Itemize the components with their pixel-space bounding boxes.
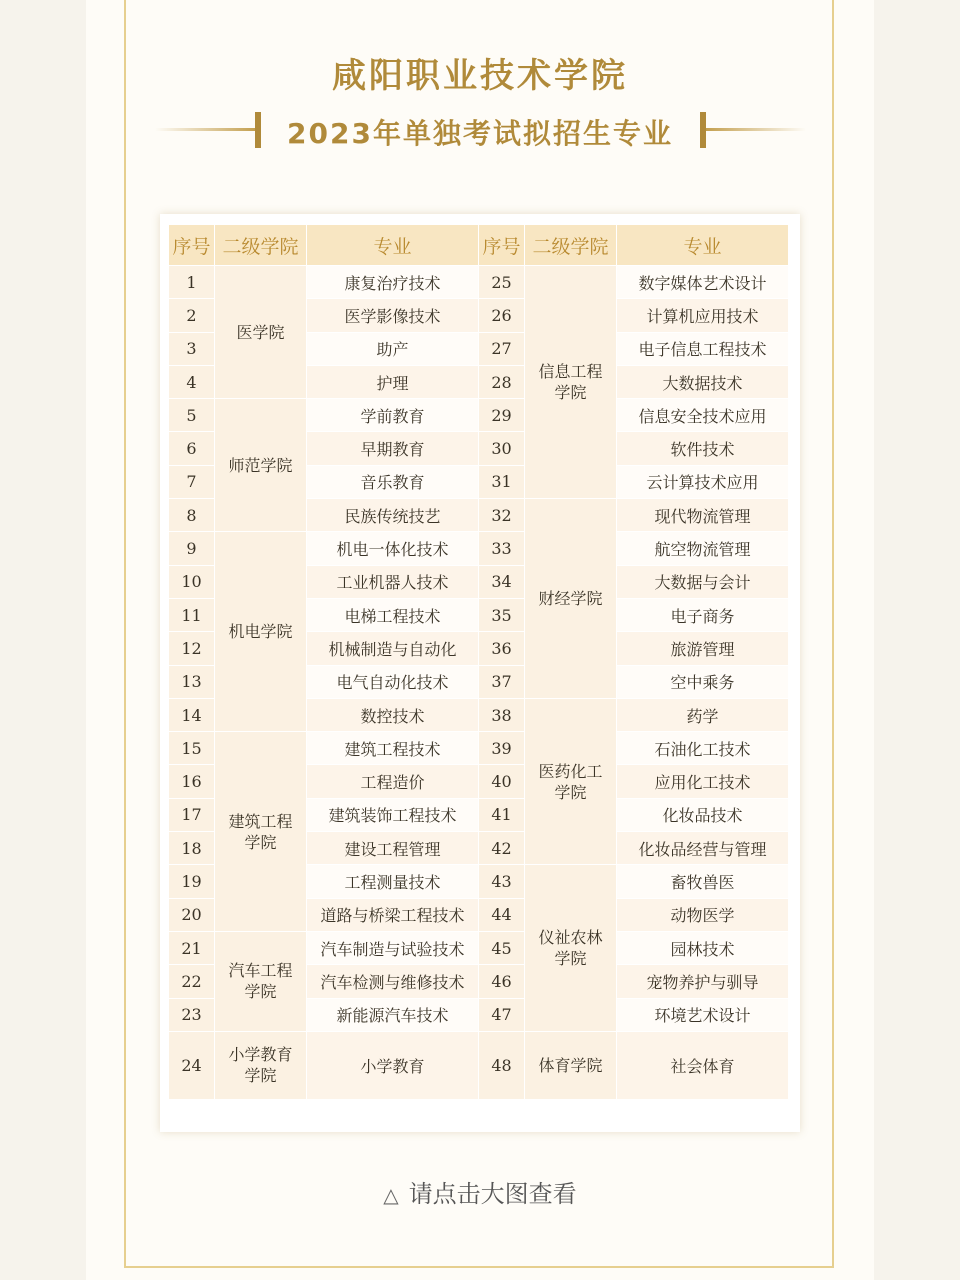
dept-line-1: 小学教育 xyxy=(228,1045,293,1065)
row-number-right: 48 xyxy=(479,1031,525,1099)
row-number-left: 4 xyxy=(169,365,215,398)
row-number-right: 41 xyxy=(479,798,525,831)
major-cell-left: 机械制造与自动化 xyxy=(307,632,479,665)
major-cell-left: 早期教育 xyxy=(307,432,479,465)
row-number-left: 15 xyxy=(169,732,215,765)
footer-text: 请点击大图查看 xyxy=(408,1180,577,1208)
dept-line-1: 信息工程 xyxy=(538,362,603,382)
row-number-left: 21 xyxy=(169,931,215,964)
row-number-right: 37 xyxy=(479,665,525,698)
row-number-left: 24 xyxy=(169,1031,215,1099)
row-number-left: 20 xyxy=(169,898,215,931)
row-number-left: 16 xyxy=(169,765,215,798)
major-cell-left: 道路与桥梁工程技术 xyxy=(307,898,479,931)
row-number-right: 29 xyxy=(479,399,525,432)
header-no-left: 序号 xyxy=(169,225,215,266)
row-number-left: 13 xyxy=(169,665,215,698)
header-dept-right: 二级学院 xyxy=(525,225,617,266)
row-number-right: 25 xyxy=(479,266,525,299)
major-cell-left: 建设工程管理 xyxy=(307,832,479,865)
major-cell-left: 助产 xyxy=(307,332,479,365)
majors-table xyxy=(168,224,789,1100)
row-number-right: 28 xyxy=(479,365,525,398)
dept-cell-right xyxy=(525,266,617,499)
row-number-right: 33 xyxy=(479,532,525,565)
row-number-left: 9 xyxy=(169,532,215,565)
major-cell-right: 药学 xyxy=(617,698,789,731)
major-cell-right: 电子信息工程技术 xyxy=(617,332,789,365)
major-cell-right: 应用化工技术 xyxy=(617,765,789,798)
row-number-left: 14 xyxy=(169,698,215,731)
major-cell-right: 动物医学 xyxy=(617,898,789,931)
header-no-right: 序号 xyxy=(479,225,525,266)
header-dept-left: 二级学院 xyxy=(215,225,307,266)
major-cell-left: 工程测量技术 xyxy=(307,865,479,898)
major-cell-right: 园林技术 xyxy=(617,931,789,964)
row-number-left: 19 xyxy=(169,865,215,898)
row-number-left: 7 xyxy=(169,465,215,498)
table-header-row xyxy=(169,225,789,266)
view-full-image-hint[interactable] xyxy=(0,1174,960,1209)
row-number-left: 8 xyxy=(169,499,215,532)
dept-cell-right: 体育学院 xyxy=(525,1031,617,1099)
major-cell-left: 数控技术 xyxy=(307,698,479,731)
major-cell-right: 社会体育 xyxy=(617,1031,789,1099)
major-cell-right: 空中乘务 xyxy=(617,665,789,698)
dept-line-2: 学院 xyxy=(554,782,587,802)
table-row xyxy=(169,732,789,765)
decor-line-right xyxy=(706,128,806,131)
page-title: 咸阳职业技术学院 xyxy=(332,56,628,96)
table-row xyxy=(169,931,789,964)
row-number-right: 32 xyxy=(479,499,525,532)
dept-cell-left xyxy=(215,931,307,1031)
major-cell-left: 医学影像技术 xyxy=(307,299,479,332)
row-number-right: 39 xyxy=(479,732,525,765)
major-cell-right: 航空物流管理 xyxy=(617,532,789,565)
dept-line-1: 建筑工程 xyxy=(228,811,293,831)
dept-line-2: 学院 xyxy=(554,383,587,403)
table-row xyxy=(169,532,789,565)
major-cell-right: 旅游管理 xyxy=(617,632,789,665)
dept-line-2: 学院 xyxy=(554,949,587,969)
row-number-left: 2 xyxy=(169,299,215,332)
dept-cell-left: 机电学院 xyxy=(215,532,307,732)
major-cell-left: 音乐教育 xyxy=(307,465,479,498)
major-cell-left: 机电一体化技术 xyxy=(307,532,479,565)
dept-line-2: 学院 xyxy=(244,982,277,1002)
major-cell-left: 汽车制造与试验技术 xyxy=(307,931,479,964)
page-subtitle: 2023年单独考试拟招生专业 xyxy=(287,117,673,150)
table-row xyxy=(169,399,789,432)
major-cell-right: 信息安全技术应用 xyxy=(617,399,789,432)
row-number-right: 36 xyxy=(479,632,525,665)
row-number-right: 35 xyxy=(479,598,525,631)
major-cell-right: 大数据技术 xyxy=(617,365,789,398)
header-major-left: 专业 xyxy=(307,225,479,266)
major-cell-left: 工业机器人技术 xyxy=(307,565,479,598)
dept-line-2: 学院 xyxy=(244,1066,277,1086)
major-cell-right: 云计算技术应用 xyxy=(617,465,789,498)
major-cell-right: 石油化工技术 xyxy=(617,732,789,765)
row-number-right: 45 xyxy=(479,931,525,964)
row-number-right: 42 xyxy=(479,832,525,865)
row-number-left: 12 xyxy=(169,632,215,665)
dept-line-1: 仪祉农林 xyxy=(538,928,603,948)
major-cell-left: 康复治疗技术 xyxy=(307,266,479,299)
dept-cell-right xyxy=(525,865,617,1031)
header-major-right: 专业 xyxy=(617,225,789,266)
table-row xyxy=(169,1031,789,1099)
major-cell-left: 建筑工程技术 xyxy=(307,732,479,765)
table-row xyxy=(169,266,789,299)
major-cell-right: 环境艺术设计 xyxy=(617,998,789,1031)
major-cell-left: 新能源汽车技术 xyxy=(307,998,479,1031)
row-number-left: 23 xyxy=(169,998,215,1031)
row-number-right: 44 xyxy=(479,898,525,931)
dept-cell-left: 医学院 xyxy=(215,266,307,399)
row-number-right: 38 xyxy=(479,698,525,731)
dept-cell-right: 财经学院 xyxy=(525,499,617,699)
subtitle-row xyxy=(0,108,960,152)
row-number-right: 46 xyxy=(479,965,525,998)
major-cell-right: 软件技术 xyxy=(617,432,789,465)
major-cell-left: 小学教育 xyxy=(307,1031,479,1099)
major-cell-left: 汽车检测与维修技术 xyxy=(307,965,479,998)
major-cell-left: 护理 xyxy=(307,365,479,398)
major-cell-left: 建筑装饰工程技术 xyxy=(307,798,479,831)
row-number-right: 34 xyxy=(479,565,525,598)
dept-cell-left xyxy=(215,1031,307,1099)
dept-cell-left: 师范学院 xyxy=(215,399,307,532)
row-number-right: 43 xyxy=(479,865,525,898)
row-number-left: 1 xyxy=(169,266,215,299)
major-cell-right: 宠物养护与驯导 xyxy=(617,965,789,998)
row-number-right: 27 xyxy=(479,332,525,365)
major-cell-left: 电梯工程技术 xyxy=(307,598,479,631)
row-number-left: 5 xyxy=(169,399,215,432)
row-number-left: 3 xyxy=(169,332,215,365)
major-cell-right: 大数据与会计 xyxy=(617,565,789,598)
row-number-left: 22 xyxy=(169,965,215,998)
row-number-right: 47 xyxy=(479,998,525,1031)
major-cell-right: 化妆品经营与管理 xyxy=(617,832,789,865)
major-cell-right: 化妆品技术 xyxy=(617,798,789,831)
dept-cell-right xyxy=(525,698,617,864)
row-number-left: 6 xyxy=(169,432,215,465)
major-cell-right: 电子商务 xyxy=(617,598,789,631)
major-cell-right: 计算机应用技术 xyxy=(617,299,789,332)
row-number-right: 40 xyxy=(479,765,525,798)
major-cell-right: 数字媒体艺术设计 xyxy=(617,266,789,299)
dept-cell-left xyxy=(215,732,307,932)
major-cell-left: 工程造价 xyxy=(307,765,479,798)
dept-line-2: 学院 xyxy=(244,832,277,852)
row-number-left: 11 xyxy=(169,598,215,631)
major-cell-left: 电气自动化技术 xyxy=(307,665,479,698)
row-number-left: 10 xyxy=(169,565,215,598)
major-cell-left: 民族传统技艺 xyxy=(307,499,479,532)
row-number-right: 31 xyxy=(479,465,525,498)
row-number-right: 26 xyxy=(479,299,525,332)
row-number-left: 18 xyxy=(169,832,215,865)
row-number-left: 17 xyxy=(169,798,215,831)
dept-line-1: 汽车工程 xyxy=(228,961,293,981)
major-cell-right: 畜牧兽医 xyxy=(617,865,789,898)
major-cell-right: 现代物流管理 xyxy=(617,499,789,532)
triangle-up-icon: △ xyxy=(383,1183,399,1207)
major-cell-left: 学前教育 xyxy=(307,399,479,432)
row-number-right: 30 xyxy=(479,432,525,465)
majors-table-card[interactable] xyxy=(160,214,800,1132)
dept-line-1: 医药化工 xyxy=(538,761,603,781)
